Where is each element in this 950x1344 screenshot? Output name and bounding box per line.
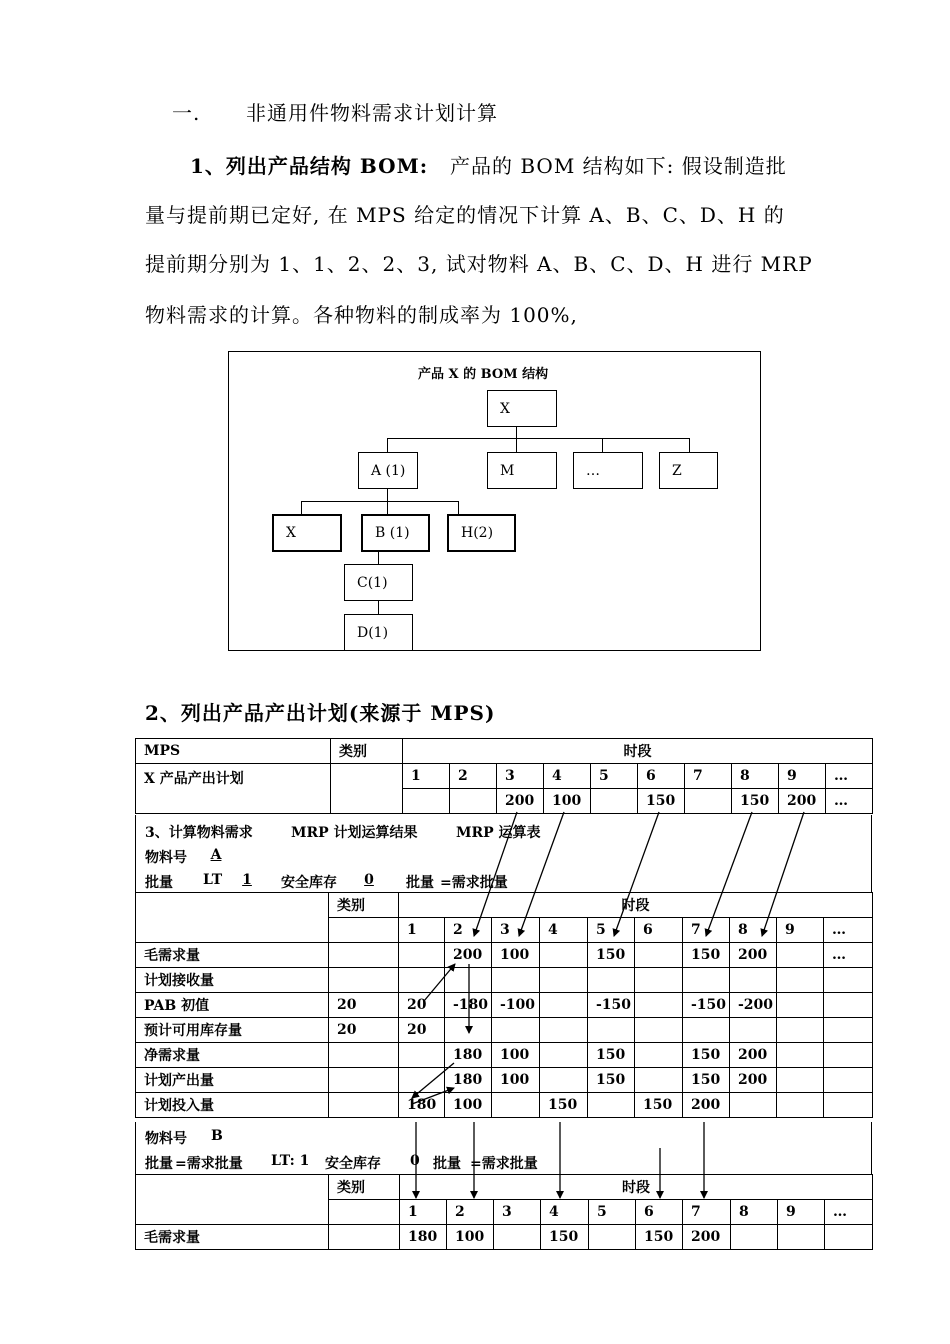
- value-cell: [492, 968, 540, 993]
- period-cell: …: [825, 1200, 873, 1225]
- value-cell: [635, 993, 683, 1018]
- value-cell: [540, 1018, 588, 1043]
- value-cell: [777, 1018, 824, 1043]
- value-cell: [683, 1018, 730, 1043]
- bom-node-h: H(2): [447, 514, 516, 552]
- value-cell: [540, 993, 588, 1018]
- para-line2: 量与提前期已定好, 在 MPS 给定的情况下计算 A、B、C、D、H 的: [145, 203, 785, 227]
- tablea-col2: 类别: [329, 893, 399, 918]
- lot-rule-b: =需求批量: [175, 1156, 243, 1172]
- value-cell: -150: [588, 993, 635, 1018]
- bom-node-b: B (1): [361, 514, 430, 552]
- lot-rule-b2: =需求批量: [470, 1156, 538, 1172]
- para-line1a: 1、列出产品结构 BOM:: [190, 154, 429, 178]
- value-cell: [824, 1068, 873, 1093]
- value-cell: 100: [445, 1093, 492, 1118]
- period-cell: 9: [779, 764, 826, 789]
- value-cell: 200: [779, 789, 826, 814]
- row-label: PAB 初值: [136, 993, 329, 1018]
- heading-title: 非通用件物料需求计划计算: [246, 101, 498, 125]
- value-cell: 100: [492, 1068, 540, 1093]
- bom-node-d: D(1): [344, 614, 413, 651]
- mps-row-label: X 产品产出计划: [136, 764, 331, 814]
- bom-node-a: A (1): [358, 452, 418, 489]
- ss-label: 安全库存: [281, 875, 337, 891]
- value-cell: …: [824, 943, 873, 968]
- period-cell: 5: [589, 1200, 636, 1225]
- row-label: 毛需求量: [136, 943, 329, 968]
- value-cell: 150: [588, 1043, 635, 1068]
- tablea-body: [136, 943, 873, 1118]
- period-cell: 1: [400, 1200, 447, 1225]
- value-cell: 180: [445, 1043, 492, 1068]
- row-label: 计划投入量: [136, 1093, 329, 1118]
- value-cell: [492, 1018, 540, 1043]
- lt-b: LT: 1: [271, 1153, 310, 1169]
- value-cell: 200: [730, 943, 777, 968]
- table-row: [136, 1043, 873, 1068]
- tableb-col2: 类别: [329, 1175, 400, 1200]
- section3-line1c: MRP 运算表: [456, 825, 541, 841]
- item-label-a: 物料号: [145, 850, 187, 866]
- value-cell: [588, 968, 635, 993]
- value-cell: 180: [445, 1068, 492, 1093]
- value-cell: [445, 1018, 492, 1043]
- tablea-period-label: 时段: [399, 893, 873, 918]
- row-init: 20: [329, 1018, 399, 1043]
- row-init: [329, 1093, 399, 1118]
- table-row: [136, 1068, 873, 1093]
- value-cell: [635, 943, 683, 968]
- value-cell: [635, 1068, 683, 1093]
- value-cell: [824, 1093, 873, 1118]
- value-cell: [777, 993, 824, 1018]
- value-cell: [450, 789, 497, 814]
- table-row: [136, 1018, 873, 1043]
- value-cell: [588, 1018, 635, 1043]
- bom-node-x: X: [487, 390, 557, 427]
- bom-node-x-child: X: [272, 514, 342, 552]
- value-cell: 150: [588, 1068, 635, 1093]
- value-cell: 150: [732, 789, 779, 814]
- heading-number: 一.: [172, 101, 201, 125]
- value-cell: 20: [399, 1018, 445, 1043]
- period-cell: 7: [683, 918, 730, 943]
- row-label: 预计可用库存量: [136, 1018, 329, 1043]
- value-cell: 150: [683, 1068, 730, 1093]
- value-cell: 150: [635, 1093, 683, 1118]
- item-b: B: [211, 1128, 223, 1144]
- para-line3: 提前期分别为 1、1、2、2、3, 试对物料 A、B、C、D、H 进行 MRP: [145, 252, 813, 276]
- row-init: [329, 1225, 400, 1250]
- section3-line1b: MRP 计划运算结果: [291, 825, 418, 841]
- value-cell: [589, 1225, 636, 1250]
- mrp-table-a: [135, 892, 873, 1118]
- period-cell: 9: [777, 918, 824, 943]
- value-cell: 100: [492, 1043, 540, 1068]
- value-cell: -150: [683, 993, 730, 1018]
- value-cell: [777, 968, 824, 993]
- period-cell: 6: [635, 918, 683, 943]
- value-cell: [635, 968, 683, 993]
- bom-node-c: C(1): [344, 564, 413, 601]
- period-cell: …: [824, 918, 873, 943]
- ss-value: 0: [364, 872, 374, 888]
- lot-label: 批量: [145, 875, 173, 891]
- period-cell: …: [826, 764, 873, 789]
- bom-caption: 产品 X 的 BOM 结构: [418, 367, 549, 382]
- value-cell: …: [826, 789, 873, 814]
- mrp-table-b: [135, 1174, 873, 1250]
- row-init: [329, 943, 399, 968]
- row-label: 净需求量: [136, 1043, 329, 1068]
- section3-line1a: 3、计算物料需求: [145, 825, 253, 841]
- value-cell: [540, 1068, 588, 1093]
- value-cell: [588, 1093, 635, 1118]
- value-cell: [824, 968, 873, 993]
- period-cell: 7: [683, 1200, 731, 1225]
- value-cell: [540, 968, 588, 993]
- value-cell: [591, 789, 638, 814]
- value-cell: 150: [636, 1225, 683, 1250]
- section2-title: 2、列出产品产出计划(来源于 MPS): [145, 701, 496, 725]
- value-cell: 100: [447, 1225, 494, 1250]
- value-cell: [777, 943, 824, 968]
- value-cell: 200: [730, 1043, 777, 1068]
- table-row: [136, 1225, 873, 1250]
- value-cell: [778, 1225, 825, 1250]
- value-cell: 20: [399, 993, 445, 1018]
- bom-node-z: Z: [659, 452, 718, 489]
- value-cell: [731, 1225, 778, 1250]
- mps-col2: 类别: [331, 739, 403, 764]
- value-cell: [540, 943, 588, 968]
- period-cell: 3: [492, 918, 540, 943]
- period-cell: 2: [447, 1200, 494, 1225]
- value-cell: [399, 1043, 445, 1068]
- table-row: [136, 993, 873, 1018]
- value-cell: [730, 1093, 777, 1118]
- value-cell: [403, 789, 450, 814]
- value-cell: [492, 1093, 540, 1118]
- lot-label-b2: 批量: [433, 1156, 461, 1172]
- period-cell: 8: [732, 764, 779, 789]
- period-cell: 4: [541, 1200, 589, 1225]
- period-cell: 9: [778, 1200, 825, 1225]
- value-cell: -180: [445, 993, 492, 1018]
- value-cell: [399, 943, 445, 968]
- table-row: [136, 943, 873, 968]
- value-cell: 200: [683, 1225, 731, 1250]
- value-cell: 200: [730, 1068, 777, 1093]
- mps-period-label: 时段: [403, 739, 873, 764]
- tableb-body: [136, 1225, 873, 1250]
- period-cell: 2: [445, 918, 492, 943]
- mps-label: MPS: [136, 739, 331, 764]
- value-cell: [824, 1043, 873, 1068]
- value-cell: 100: [492, 943, 540, 968]
- period-cell: 6: [638, 764, 685, 789]
- value-cell: [777, 1043, 824, 1068]
- value-cell: 150: [638, 789, 685, 814]
- value-cell: 150: [683, 1043, 730, 1068]
- lot-label-b: 批量: [145, 1156, 173, 1172]
- value-cell: [777, 1093, 824, 1118]
- period-cell: 8: [731, 1200, 778, 1225]
- lt-label: LT: [203, 872, 223, 888]
- para-line4: 物料需求的计算。各种物料的制成率为 100%,: [145, 303, 578, 327]
- para-line1b: 产品的 BOM 结构如下: 假设制造批: [450, 154, 787, 178]
- value-cell: [683, 968, 730, 993]
- ss-value-b: 0: [410, 1153, 420, 1169]
- value-cell: 150: [588, 943, 635, 968]
- row-label: 计划接收量: [136, 968, 329, 993]
- period-cell: 8: [730, 918, 777, 943]
- value-cell: [540, 1043, 588, 1068]
- value-cell: [730, 968, 777, 993]
- value-cell: 200: [683, 1093, 730, 1118]
- value-cell: 150: [541, 1225, 589, 1250]
- row-init: [329, 968, 399, 993]
- table-row: [136, 968, 873, 993]
- value-cell: [824, 993, 873, 1018]
- period-cell: 4: [540, 918, 588, 943]
- value-cell: [825, 1225, 873, 1250]
- mps-table: [135, 738, 873, 814]
- value-cell: [685, 789, 732, 814]
- value-cell: [635, 1043, 683, 1068]
- tableb-period-label: 时段: [400, 1175, 873, 1200]
- value-cell: [445, 968, 492, 993]
- period-cell: 6: [636, 1200, 683, 1225]
- value-cell: 200: [497, 789, 544, 814]
- period-cell: 7: [685, 764, 732, 789]
- row-init: [329, 1043, 399, 1068]
- value-cell: -100: [492, 993, 540, 1018]
- period-cell: 3: [494, 1200, 541, 1225]
- item-label-b: 物料号: [145, 1131, 187, 1147]
- lot-rule: =需求批量: [440, 875, 508, 891]
- lt-value: 1: [242, 872, 252, 888]
- value-cell: [730, 1018, 777, 1043]
- row-label: 毛需求量: [136, 1225, 329, 1250]
- row-label: 计划产出量: [136, 1068, 329, 1093]
- table-row: [136, 1093, 873, 1118]
- value-cell: 150: [540, 1093, 588, 1118]
- value-cell: [399, 968, 445, 993]
- item-a: A: [210, 847, 222, 863]
- row-init: 20: [329, 993, 399, 1018]
- period-cell: 2: [450, 764, 497, 789]
- value-cell: -200: [730, 993, 777, 1018]
- value-cell: 150: [683, 943, 730, 968]
- lot-label-2: 批量: [406, 875, 434, 891]
- value-cell: [777, 1068, 824, 1093]
- value-cell: [494, 1225, 541, 1250]
- value-cell: 180: [399, 1093, 445, 1118]
- period-cell: 5: [588, 918, 635, 943]
- period-cell: 1: [399, 918, 445, 943]
- period-cell: 3: [497, 764, 544, 789]
- value-cell: 180: [400, 1225, 447, 1250]
- bom-node-dots: …: [573, 452, 643, 489]
- period-cell: 5: [591, 764, 638, 789]
- value-cell: [399, 1068, 445, 1093]
- bom-node-m: M: [487, 452, 557, 489]
- ss-label-b: 安全库存: [325, 1156, 381, 1172]
- value-cell: [824, 1018, 873, 1043]
- value-cell: [635, 1018, 683, 1043]
- period-cell: 4: [544, 764, 591, 789]
- row-init: [329, 1068, 399, 1093]
- value-cell: 100: [544, 789, 591, 814]
- value-cell: 200: [445, 943, 492, 968]
- period-cell: 1: [403, 764, 450, 789]
